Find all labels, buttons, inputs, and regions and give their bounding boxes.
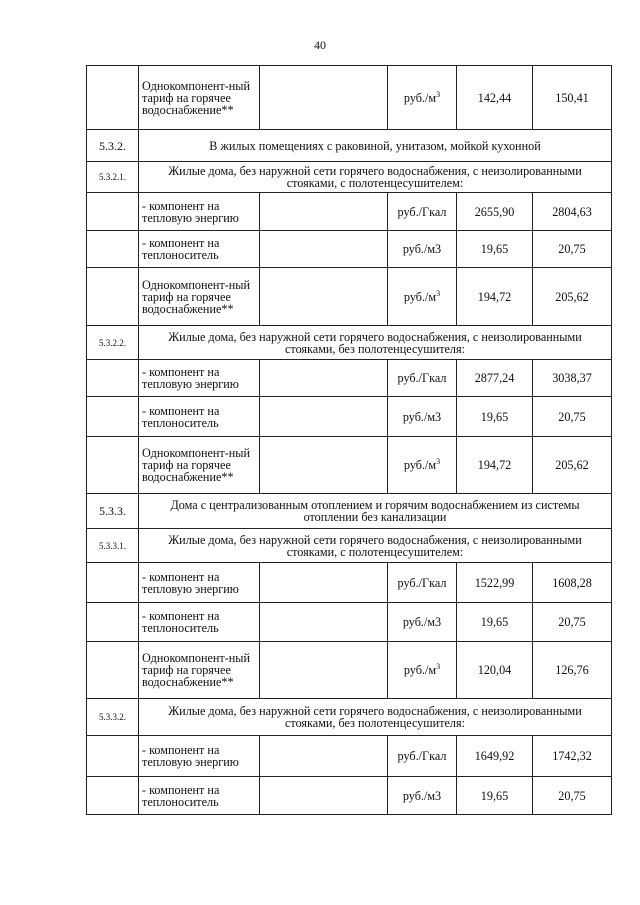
unit-exponent: 3 (436, 89, 441, 99)
unit-cell (388, 360, 457, 397)
tariff-row (87, 642, 612, 699)
tariff-value-1: 120,04 (457, 642, 533, 699)
tariff-row (87, 231, 612, 268)
unit-cell (388, 642, 457, 699)
tariff-name: - компонент на тепловую энергию (139, 563, 260, 603)
empty-cell (260, 437, 388, 494)
row-code-cell (87, 66, 139, 130)
unit-text: руб./Гкал (397, 575, 447, 590)
section-row (87, 699, 612, 736)
tariff-row (87, 66, 612, 130)
empty-cell (260, 397, 388, 437)
tariff-value-2: 3038,37 (533, 360, 612, 397)
unit-text: руб./м3 (402, 242, 442, 256)
section-code: 5.3.3.2. (87, 699, 139, 736)
tariff-row (87, 563, 612, 603)
unit-text: руб./м (403, 663, 437, 677)
unit-exponent: 3 (436, 661, 441, 671)
tariff-value-1: 19,65 (457, 397, 533, 437)
tariff-value-1: 2877,24 (457, 360, 533, 397)
section-title: Жилые дома, без наружной сети горячего водоснабжения, с неизолированными стояками, с полотенцесушителем: (139, 162, 612, 193)
row-code-cell (87, 360, 139, 397)
tariff-value-1: 142,44 (457, 66, 533, 130)
tariff-table (86, 65, 612, 815)
row-code-cell (87, 231, 139, 268)
tariff-name: - компонент на тепловую энергию (139, 360, 260, 397)
tariff-value-2: 20,75 (533, 231, 612, 268)
section-code: 5.3.2. (87, 130, 139, 162)
section-title: Дома с централизованным отоплением и горячим водоснабжением из системы отоплении без канализации (139, 494, 612, 529)
section-title: Жилые дома, без наружной сети горячего водоснабжения, с неизолированными стояками, без полотенцесушителя: (139, 326, 612, 360)
section-code: 5.3.2.2. (87, 326, 139, 360)
tariff-value-1: 2655,90 (457, 193, 533, 231)
tariff-row (87, 777, 612, 815)
row-code-cell (87, 642, 139, 699)
unit-cell (388, 268, 457, 326)
tariff-value-1: 19,65 (457, 231, 533, 268)
row-code-cell (87, 268, 139, 326)
unit-text: руб./м (403, 289, 437, 304)
empty-cell (260, 66, 388, 130)
tariff-value-2: 205,62 (533, 268, 612, 326)
unit-text: руб./Гкал (397, 749, 447, 763)
unit-cell (388, 777, 457, 815)
unit-text: руб./м3 (402, 788, 442, 803)
row-code-cell (87, 563, 139, 603)
tariff-value-2: 205,62 (533, 437, 612, 494)
empty-cell (260, 268, 388, 326)
empty-cell (260, 603, 388, 642)
tariff-value-2: 20,75 (533, 777, 612, 815)
empty-cell (260, 360, 388, 397)
empty-cell (260, 736, 388, 777)
page-number: 40 (314, 38, 326, 52)
unit-cell (388, 563, 457, 603)
tariff-value-2: 20,75 (533, 603, 612, 642)
empty-cell (260, 193, 388, 231)
tariff-value-1: 1649,92 (457, 736, 533, 777)
tariff-value-2: 1608,28 (533, 563, 612, 603)
row-code-cell (87, 603, 139, 642)
tariff-value-1: 194,72 (457, 268, 533, 326)
unit-exponent: 3 (436, 456, 441, 466)
tariff-value-1: 19,65 (457, 777, 533, 815)
tariff-value-1: 19,65 (457, 603, 533, 642)
tariff-row (87, 193, 612, 231)
row-code-cell (87, 777, 139, 815)
tariff-name: Однокомпонент-ный тариф на горячее водоснабжение** (139, 437, 260, 494)
section-code: 5.3.3.1. (87, 529, 139, 563)
tariff-name: - компонент на теплоноситель (139, 231, 260, 268)
section-code: 5.3.2.1. (87, 162, 139, 193)
tariff-value-2: 126,76 (533, 642, 612, 699)
section-title: Жилые дома, без наружной сети горячего водоснабжения, с неизолированными стояками, с полотенцесушителем: (139, 529, 612, 563)
unit-cell (388, 193, 457, 231)
section-row (87, 529, 612, 563)
tariff-row (87, 397, 612, 437)
unit-text: руб./м (403, 458, 437, 472)
row-code-cell (87, 736, 139, 777)
empty-cell (260, 642, 388, 699)
tariff-name: Однокомпонент-ный тариф на горячее водоснабжение** (139, 268, 260, 326)
tariff-value-2: 2804,63 (533, 193, 612, 231)
unit-cell (388, 66, 457, 130)
section-row (87, 494, 612, 529)
tariff-row (87, 736, 612, 777)
tariff-name: - компонент на тепловую энергию (139, 736, 260, 777)
section-title: В жилых помещениях с раковиной, унитазом, мойкой кухонной (139, 130, 612, 162)
unit-cell (388, 231, 457, 268)
tariff-row (87, 360, 612, 397)
unit-text: руб./м3 (402, 409, 442, 424)
section-title: Жилые дома, без наружной сети горячего водоснабжения, с неизолированными стояками, без полотенцесушителя: (139, 699, 612, 736)
row-code-cell (87, 397, 139, 437)
unit-text: руб./м (403, 90, 437, 105)
section-row (87, 162, 612, 193)
section-row (87, 326, 612, 360)
unit-cell (388, 437, 457, 494)
unit-cell (388, 736, 457, 777)
section-code: 5.3.3. (87, 494, 139, 529)
unit-text: руб./м3 (402, 615, 442, 629)
tariff-value-2: 150,41 (533, 66, 612, 130)
unit-cell (388, 603, 457, 642)
tariff-row (87, 603, 612, 642)
empty-cell (260, 563, 388, 603)
empty-cell (260, 777, 388, 815)
unit-text: руб./Гкал (397, 371, 447, 385)
tariff-name: - компонент на теплоноситель (139, 777, 260, 815)
tariff-row (87, 268, 612, 326)
unit-exponent: 3 (436, 288, 441, 298)
tariff-name: - компонент на теплоноситель (139, 397, 260, 437)
tariff-value-2: 20,75 (533, 397, 612, 437)
empty-cell (260, 231, 388, 268)
unit-text: руб./Гкал (397, 204, 447, 219)
tariff-value-2: 1742,32 (533, 736, 612, 777)
tariff-name: Однокомпонент-ный тариф на горячее водоснабжение** (139, 642, 260, 699)
tariff-value-1: 1522,99 (457, 563, 533, 603)
tariff-value-1: 194,72 (457, 437, 533, 494)
section-row (87, 130, 612, 162)
row-code-cell (87, 193, 139, 231)
tariff-name: - компонент на тепловую энергию (139, 193, 260, 231)
tariff-name: - компонент на теплоноситель (139, 603, 260, 642)
tariff-row (87, 437, 612, 494)
tariff-name: Однокомпонент-ный тариф на горячее водоснабжение** (139, 66, 260, 130)
row-code-cell (87, 437, 139, 494)
unit-cell (388, 397, 457, 437)
